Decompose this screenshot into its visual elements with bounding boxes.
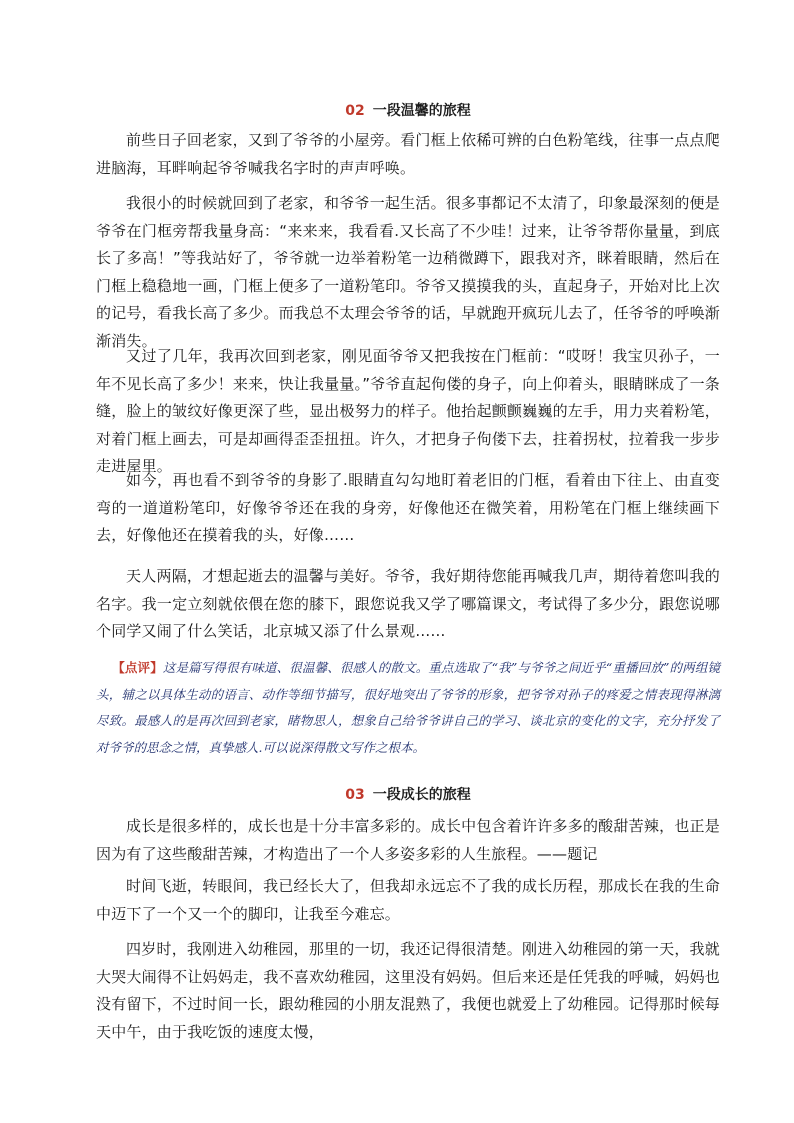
review-comment <box>96 655 720 761</box>
paragraph: 时间飞逝，转眼间，我已经长大了，但我却永远忘不了我的成长历程，那成长在我的生命中迈下了一个又一个的脚印，让我至今难忘。 <box>96 877 720 923</box>
paragraph: 天人两隔，才想起逝去的温馨与美好。爷爷，我好期待您能再喊我几声，期待着您叫我的名字。我一定立刻就依偎在您的膝下，跟您说我又学了哪篇课文，考试得了多少分，跟您说哪个同学又闹了什么笑话，北京城又添了什么景观…… <box>96 567 720 640</box>
review-text: 这是篇写得很有味道、很温馨、很感人的散文。重点选取了“我”与爷爷之间近乎“重播回放”的两组镜头，辅之以具体生动的语言、动作等细节描写，很好地突出了爷爷的形象，把爷爷对孙子的疼爱之情表现得淋漓尽致。最感人的是再次回到老家，睹物思人，想象自己给爷爷讲自己的学习、谈北京的变化的文字，充分抒发了对爷爷的思念之情，真挚感人.可以说深得散文写作之根本。 <box>96 660 720 755</box>
section-title <box>96 784 720 806</box>
section-title-text: 一段温馨的旅程 <box>372 103 471 119</box>
paragraph: 成长是很多样的，成长也是十分丰富多彩的。成长中包含着许许多多的酸甜苦辣，也正是因为有了这些酸甜苦辣，才构造出了一个人多姿多彩的人生旅程。——题记 <box>96 817 720 863</box>
section-title <box>96 100 720 122</box>
paragraph: 四岁时，我刚进入幼稚园，那里的一切，我还记得很清楚。刚进入幼稚园的第一天，我就大哭大闹得不让妈妈走，我不喜欢幼稚园，这里没有妈妈。但后来还是任凭我的呼喊，妈妈也没有留下，不过时间一长，跟幼稚园的小朋友混熟了，我便也就爱上了幼稚园。记得那时候每天中午，由于我吃饭的速度太慢， <box>96 940 720 1041</box>
paragraph: 前些日子回老家，又到了爷爷的小屋旁。看门框上依稀可辨的白色粉笔线，往事一点点爬进脑海，耳畔响起爷爷喊我名字时的声声呼唤。 <box>96 131 720 177</box>
paragraph: 又过了几年，我再次回到老家，刚见面爷爷又把我按在门框前：“哎呀！我宝贝孙子，一年不见长高了多少！来来，快让我量量。”爷爷直起佝偻的身子，向上仰着头，眼睛眯成了一条缝，脸上的皱纹好像更深了些，显出极努力的样子。他抬起颤颤巍巍的左手，用力夹着粉笔，对着门框上画去，可是却画得歪歪扭扭。许久，才把身子佝偻下去，拄着拐杖，拉着我一步步走进屋里。 <box>96 347 720 475</box>
section-number: 03 <box>345 787 365 803</box>
section-number: 02 <box>345 103 365 119</box>
section-title-text: 一段成长的旅程 <box>372 787 471 803</box>
review-tag: 【点评】 <box>112 660 163 675</box>
paragraph: 如今，再也看不到爷爷的身影了.眼睛直勾勾地盯着老旧的门框，看着由下往上、由直变弯的一道道粉笔印，好像爷爷还在我的身旁，好像他还在微笑着，用粉笔在门框上继续画下去，好像他还在摸着我的头，好像…… <box>96 471 720 544</box>
paragraph: 我很小的时候就回到了老家，和爷爷一起生活。很多事都记不太清了，印象最深刻的便是爷爷在门框旁帮我量身高：“来来来，我看看.又长高了不少哇！过来，让爷爷帮你量量，到底长了多高！”等我站好了，爷爷就一边举着粉笔一边稍微蹲下，跟我对齐，眯着眼睛，然后在门框上稳稳地一画，门框上便多了一道粉笔印。爷爷又摸摸我的头，直起身子，开始对比上次的记号，看我长高了多少。而我总不太理会爷爷的话，早就跑开疯玩儿去了，任爷爷的呼唤渐渐消失。 <box>96 194 720 350</box>
